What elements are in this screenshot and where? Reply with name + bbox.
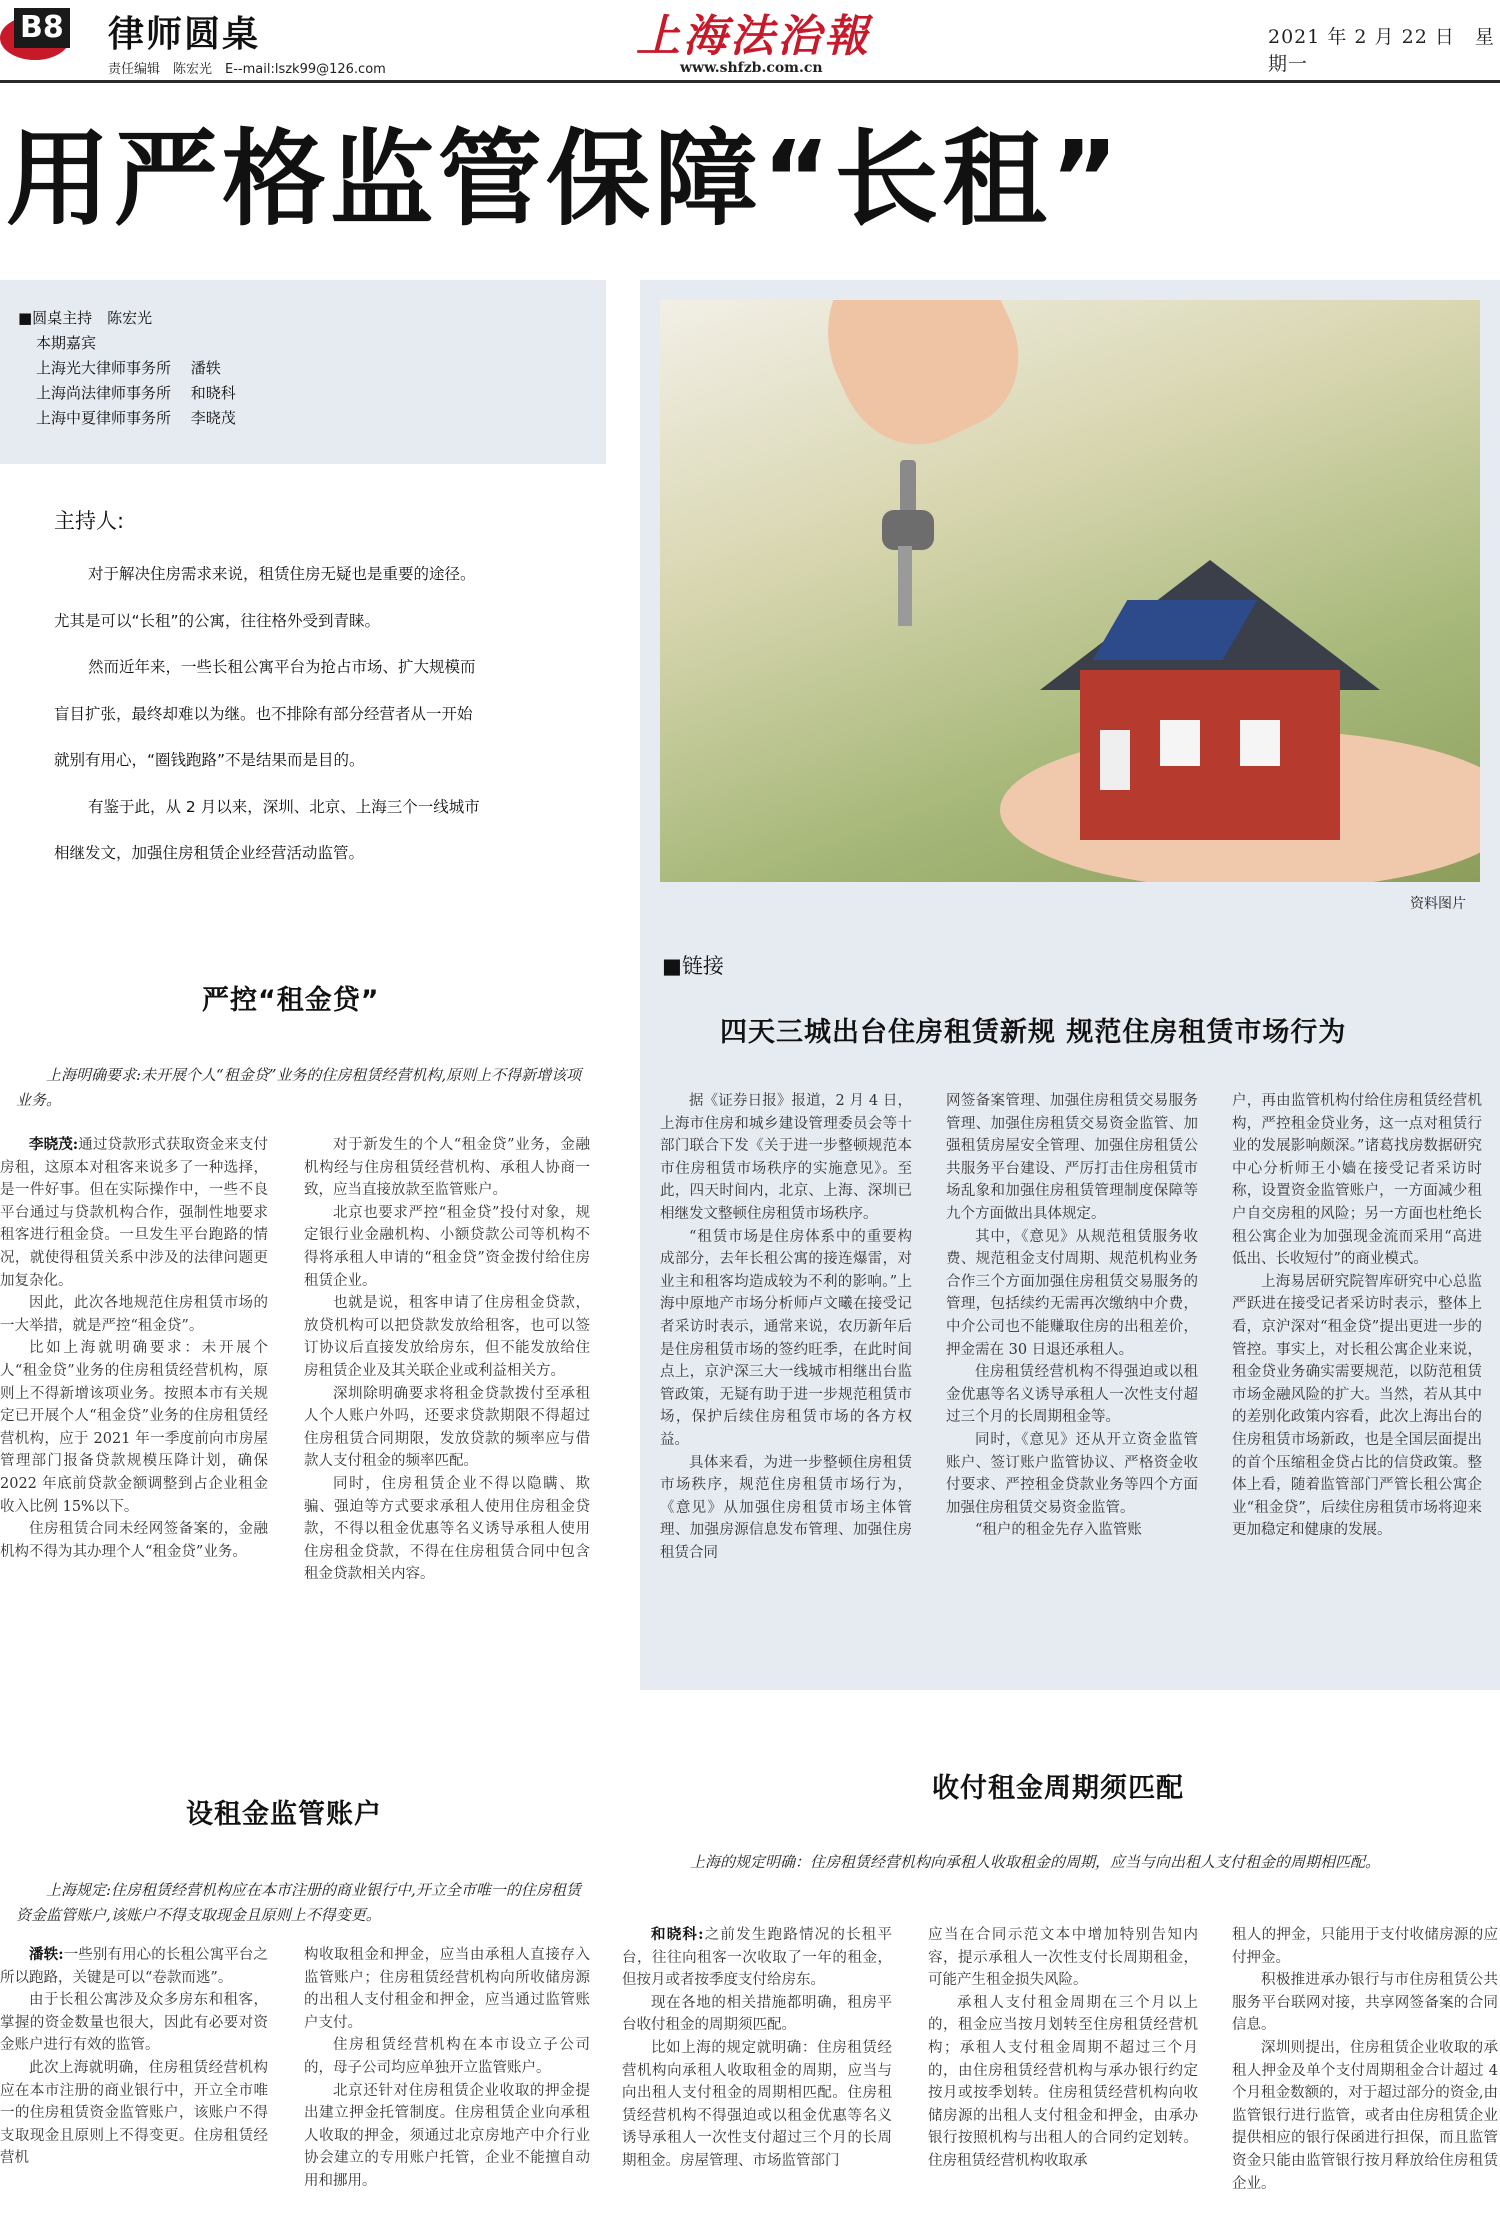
window-shape [1160,720,1200,766]
host-line: ■圆桌主持 陈宏光 [18,309,153,327]
host-line: 上海光大律师事务所 潘轶 [36,359,221,377]
editor-line: 责任编辑 陈宏光 E--mail:lszk99@126.com [108,62,386,77]
body-paragraph [304,1383,590,1473]
body-paragraph [304,1134,590,1202]
masthead-logo: 上海法治報 [636,11,871,62]
body-paragraph [304,1292,590,1382]
body-paragraph [0,1134,268,1292]
paragraph-text: 户，再由监管机构付给住房租赁经营机构，严控租金贷业务，这一点对租赁行业的发展影响颇深。”诸葛找房数据研究中心分析师王小嫱在接受记者采访时称，设置资金监管账户，一方面减少租户自交房租的风险；另一方面也杜绝长租公寓企业为加强现金流而采用“高进低出、长收短付”的商业模式。 [1232,1093,1482,1268]
body-paragraph [660,1452,912,1565]
link-column-1 [660,1090,912,1680]
paragraph-text: 积极推进承办银行与市住房租赁公共服务平台联网对接，共享网签备案的合同信息。 [1232,1972,1498,2034]
body-paragraph [0,1944,268,1989]
paragraph-text: 承租人支付租金周期在三个月以上的，租金应当按月划转至住房租赁经营机构；承租人支付租金周期不超过三个月的，由住房租赁经营机构与承办银行约定按月或按季划转。住房租赁经营机构向收储房源的出租人支付租金和押金，由承办银行按照机构与出租人的合同约定划转。住房租赁经营机构收取承 [928,1994,1198,2169]
lead-text: 上海规定:住房租赁经营机构应在本市注册的商业银行中,开立全市唯一的住房租赁资金监管账户,该账户不得支取现金且原则上不得变更。 [16,1881,581,1924]
door-shape [1100,730,1130,790]
body-paragraph [1232,1924,1498,1969]
paragraph-text: 此次上海就明确，住房租赁经营机构应在本市注册的商业银行中，开立全市唯一的住房租赁资金监管账户，该账户不得支取现金且原则上不得变更。住房租赁经营机 [0,2059,268,2167]
page-number-badge [0,2,74,60]
body-paragraph [622,1924,892,1992]
section-lead [660,1850,1480,1875]
paragraph-text: 具体来看，为进一步整顿住房租赁市场秩序，规范住房租赁市场行为，《意见》从加强住房租赁市场主体管理、加强房源信息发布管理、加强住房租赁合同 [660,1454,912,1561]
body-paragraph [1232,1271,1482,1542]
body-paragraph [622,1992,892,2037]
body-paragraph [946,1226,1198,1362]
section1-column-2 [304,1134,590,1694]
paragraph-text: 上海易居研究院智库研究中心总监严跃进在接受记者采访时表示，整体上看，京沪深对“租金贷”提出更进一步的管控。事实上，对长租公寓企业来说，租金贷业务确实需要规范，以防范租赁市场金融风险的扩大。当然，若从其中的差别化政策内容看，此次上海出台的住房租赁市场新政，也是全国层面提出的首个压缩租金贷占比的信贷政策。整体上看，随着监管部门严管长租公寓企业“租金贷”，后续住房租赁市场将迎来更加稳定和健康的发展。 [1232,1273,1482,1539]
window-shape [1240,720,1280,766]
section1-column-1 [0,1134,268,1694]
intro-line: 相继发文，加强住房租赁企业经营活动监管。 [54,844,365,862]
header-rule [0,80,1500,83]
link-label: ■链接 [662,954,724,978]
issue-date: 2021 年 2 月 22 日 星期一 [1268,26,1495,75]
body-paragraph [946,1429,1198,1519]
paragraph-text: 住房租赁合同未经网签备案的，金融机构不得为其办理个人“租金贷”业务。 [0,1521,268,1560]
body-paragraph [304,2080,590,2193]
host-line: 上海尚法律师事务所 和晓科 [36,384,236,402]
body-paragraph [946,1361,1198,1429]
section2-column-2 [304,1944,590,2226]
photo-caption: 资料图片 [1410,896,1466,912]
body-paragraph [0,1292,268,1337]
intro-line: 就别有用心，“圈钱跑路”不是结果而是目的。 [54,751,365,769]
headline: 用严格监管保障“长租” [6,118,1123,240]
section-title: 严控“租金贷” [202,985,380,1016]
speaker-name: 和晓科: [651,1926,704,1943]
section3-column-2 [928,1924,1198,2226]
body-paragraph [1232,1969,1498,2037]
body-paragraph [928,1992,1198,2173]
link-column-2 [946,1090,1198,1680]
intro-line: 尤其是可以“长租”的公寓，往往格外受到青睐。 [54,611,381,630]
body-paragraph [304,2034,590,2079]
body-paragraph [0,1518,268,1563]
body-paragraph [1232,1090,1482,1271]
paragraph-text: 同时，《意见》还从开立资金监管账户、签订账户监管协议、严格资金收付要求、严控租金贷款业务等四个方面加强住房租赁交易资金监管。 [946,1431,1198,1516]
paragraph-text: 同时，住房租赁企业不得以隐瞒、欺骗、强迫等方式要求承租人使用住房租金贷款，不得以租金优惠等名义诱导承租人使用住房租金贷款，不得在住房租赁合同中包含租金贷款相关内容。 [304,1475,590,1583]
paragraph-text: 北京也要求严控“租金贷”投付对象，规定银行业金融机构、小额贷款公司等机构不得将承租人申请的“租金贷”资金拨付给住房租赁企业。 [304,1204,590,1289]
paragraph-text: 比如上海就明确要求：未开展个人“租金贷”业务的住房租赁经营机构，原则上不得新增该项业务。按照本市有关规定已开展个人“租金贷”业务的住房租赁经营机构，应于 2021 年一季度前向市房屋管理部门报备贷款规模压降计划，确保 2022 年底前贷款金额调整到占企业租金收入比例 15%以下。 [0,1340,268,1515]
paragraph-text: “租赁市场是住房体系中的重要构成部分，去年长租公寓的接连爆雷，对业主和租客均造成较为不利的影响。”上海中原地产市场分析师卢文曦在接受记者采访时表示，通常来说，农历新年后是住房租赁市场的签约旺季，在此时间点上，京沪深三大一线城市相继出台监管政策，无疑有助于进一步规范租赁市场，保护后续住房租赁市场的各方权益。 [660,1228,912,1448]
section-lead [16,1878,586,1928]
link-title: 四天三城出台住房租赁新规 规范住房租赁市场行为 [720,1017,1347,1048]
paragraph-text: 应当在合同示范文本中增加特别告知内容，提示承租人一次性支付长周期租金，可能产生租金损失风险。 [928,1927,1198,1989]
paragraph-text: 深圳则提出，住房租赁企业收取的承租人押金及单个支付周期租金合计超过 4 个月租金数额的，对于超过部分的资金,由监管银行进行监管，或者由住房租赁企业提供相应的银行保函进行担保，而且监管资金只能由监管银行按月释放给住房租赁企业。 [1232,2039,1498,2192]
hand-shape [796,300,1044,469]
body-paragraph [304,1473,590,1586]
section2-column-1 [0,1944,268,2226]
key-blade [898,546,912,626]
section-title: 收付租金周期须匹配 [932,1773,1184,1804]
section-title: 律师圆桌 [108,14,261,55]
speaker-name: 李晓茂: [29,1136,79,1153]
section3-column-1 [622,1924,892,2226]
body-paragraph [0,1337,268,1518]
host-label: 主持人: [54,509,125,533]
website-url: www.shfzb.com.cn [680,60,823,76]
body-paragraph [304,1944,590,2034]
body-paragraph [0,1989,268,2057]
paragraph-text: 深圳除明确要求将租金贷款拨付至承租人个人账户外吗，还要求贷款期限不得超过住房租赁合同期限，发放贷款的频率应与借款人支付租金的频率匹配。 [304,1385,590,1470]
body-paragraph [0,2057,268,2170]
paragraph-text: 一些别有用心的长租公寓平台之所以跑路，关键是可以“卷款而逃”。 [0,1947,268,1986]
page-header [0,0,1500,80]
paragraph-text: 之前发生跑路情况的长租平台，往往向租客一次收取了一年的租金，但按月或者按季度支付给房东。 [622,1927,892,1989]
body-paragraph [622,2037,892,2173]
intro-line: 然而近年来，一些长租公寓平台为抢占市场、扩大规模而 [88,658,476,676]
section3-column-3 [1232,1924,1498,2226]
body-paragraph [946,1519,1198,1542]
body-paragraph [1232,2037,1498,2195]
paragraph-text: 网签备案管理、加强住房租赁交易服务管理、加强住房租赁交易资金监管、加强租赁房屋安全管理、加强住房租赁公共服务平台建设、严厉打击住房租赁市场乱象和加强住房租赁管理制度保障等九个方面做出具体规定。 [946,1093,1198,1222]
paragraph-text: 也就是说，租客申请了住房租金贷款，放贷机构可以把贷款发放给租客，也可以签订协议后直接发放给房东，但不能发放给住房租赁企业及其关联企业或利益相关方。 [304,1295,590,1379]
lead-text: 上海明确要求:未开展个人“租金贷”业务的住房租赁经营机构,原则上不得新增该项业务。 [16,1066,582,1109]
paragraph-text: 现在各地的相关措施都明确，租房平台收付租金的周期须匹配。 [622,1994,892,2034]
body-paragraph [304,1202,590,1292]
paragraph-text: 对于新发生的个人“租金贷”业务，金融机构经与住房租赁经营机构、承租人协商一致，应当直接放款至监管账户。 [304,1137,590,1199]
body-paragraph [660,1226,912,1452]
paragraph-text: 其中，《意见》从规范租赁服务收费、规范租金支付周期、规范机构业务合作三个方面加强住房租赁交易服务的管理，包括续约无需再次缴纳中介费，中介公司也不能赚取住房的出租差价，押金需在 30 日退还承租人。 [946,1228,1198,1358]
key-icon [882,510,934,550]
paragraph-text: 据《证券日报》报道，2 月 4 日，上海市住房和城乡建设管理委员会等十部门联合下发《关于进一步整顿规范本市住房租赁市场秩序的实施意见》。至此，四天时间内，北京、上海、深圳已相继发文整顿住房租赁市场秩序。 [660,1093,912,1222]
link-column-3 [1232,1090,1482,1680]
paragraph-text: 住房租赁经营机构不得强迫或以租金优惠等名义诱导承租人一次性支付超过三个月的长周期租金等。 [946,1364,1198,1426]
body-paragraph [660,1090,912,1226]
paragraph-text: 住房租赁经营机构在本市设立子公司的，母子公司均应单独开立监管账户。 [304,2037,590,2076]
host-box [0,280,606,464]
paragraph-text: 因此，此次各地规范住房租赁市场的一大举措，就是严控“租金贷”。 [0,1295,268,1334]
paragraph-text: 通过贷款形式获取资金来支付房租，这原本对租客来说多了一种选择，是一件好事。但在实际操作中，一些不良平台通过与贷款机构合作，强制性地要求租客进行租金贷。一旦发生平台跑路的情况，就使得租赁关系中涉及的法律问题更加复杂化。 [0,1137,268,1289]
section-lead [16,1063,586,1113]
paragraph-text: 北京还针对住房租赁企业收取的押金提出建立押金托管制度。住房租赁企业向承租人收取的押金，须通过北京房地产中介行业协会建立的专用账户托管，企业不能擅自动用和挪用。 [304,2082,590,2189]
host-line: 上海中夏律师事务所 李晓茂 [36,409,236,427]
host-intro [54,505,574,877]
lead-text: 上海的规定明确：住房租赁经营机构向承租人收取租金的周期，应当与向出租人支付租金的周期相匹配。 [690,1853,1381,1871]
intro-line: 盲目扩张，最终却难以为继。也不排除有部分经营者从一开始 [54,704,473,723]
paragraph-text: 租人的押金，只能用于支付收储房源的应付押金。 [1232,1927,1498,1966]
intro-line: 有鉴于此，从 2 月以来，深圳、北京、上海三个一线城市 [88,797,480,816]
body-paragraph [946,1090,1198,1226]
paragraph-text: 由于长租公寓涉及众多房东和租客，掌握的资金数量也很大，因此有必要对资金账户进行有效的监管。 [0,1992,268,2054]
body-paragraph [928,1924,1198,1992]
paragraph-text: 构收取租金和押金，应当由承租人直接存入监管账户；住房租赁经营机构向所收储房源的出租人支付租金和押金，应当通过监管账户支付。 [304,1947,590,2031]
paragraph-text: “租户的租金先存入监管账 [975,1522,1142,1539]
house-key-photo [660,300,1480,882]
speaker-name: 潘轶: [29,1946,64,1963]
host-line: 本期嘉宾 [36,334,97,352]
paragraph-text: 比如上海的规定就明确：住房租赁经营机构向承租人收取租金的周期，应当与向出租人支付租金的周期相匹配。住房租赁经营机构不得强迫或以租金优惠等名义诱导承租人一次性支付超过三个月的长周期租金。房屋管理、市场监管部门 [622,2039,892,2169]
page-number: B8 [14,8,70,48]
section-title: 设租金监管账户 [186,1799,382,1830]
intro-line: 对于解决住房需求来说，租赁住房无疑也是重要的途径。 [88,565,476,583]
